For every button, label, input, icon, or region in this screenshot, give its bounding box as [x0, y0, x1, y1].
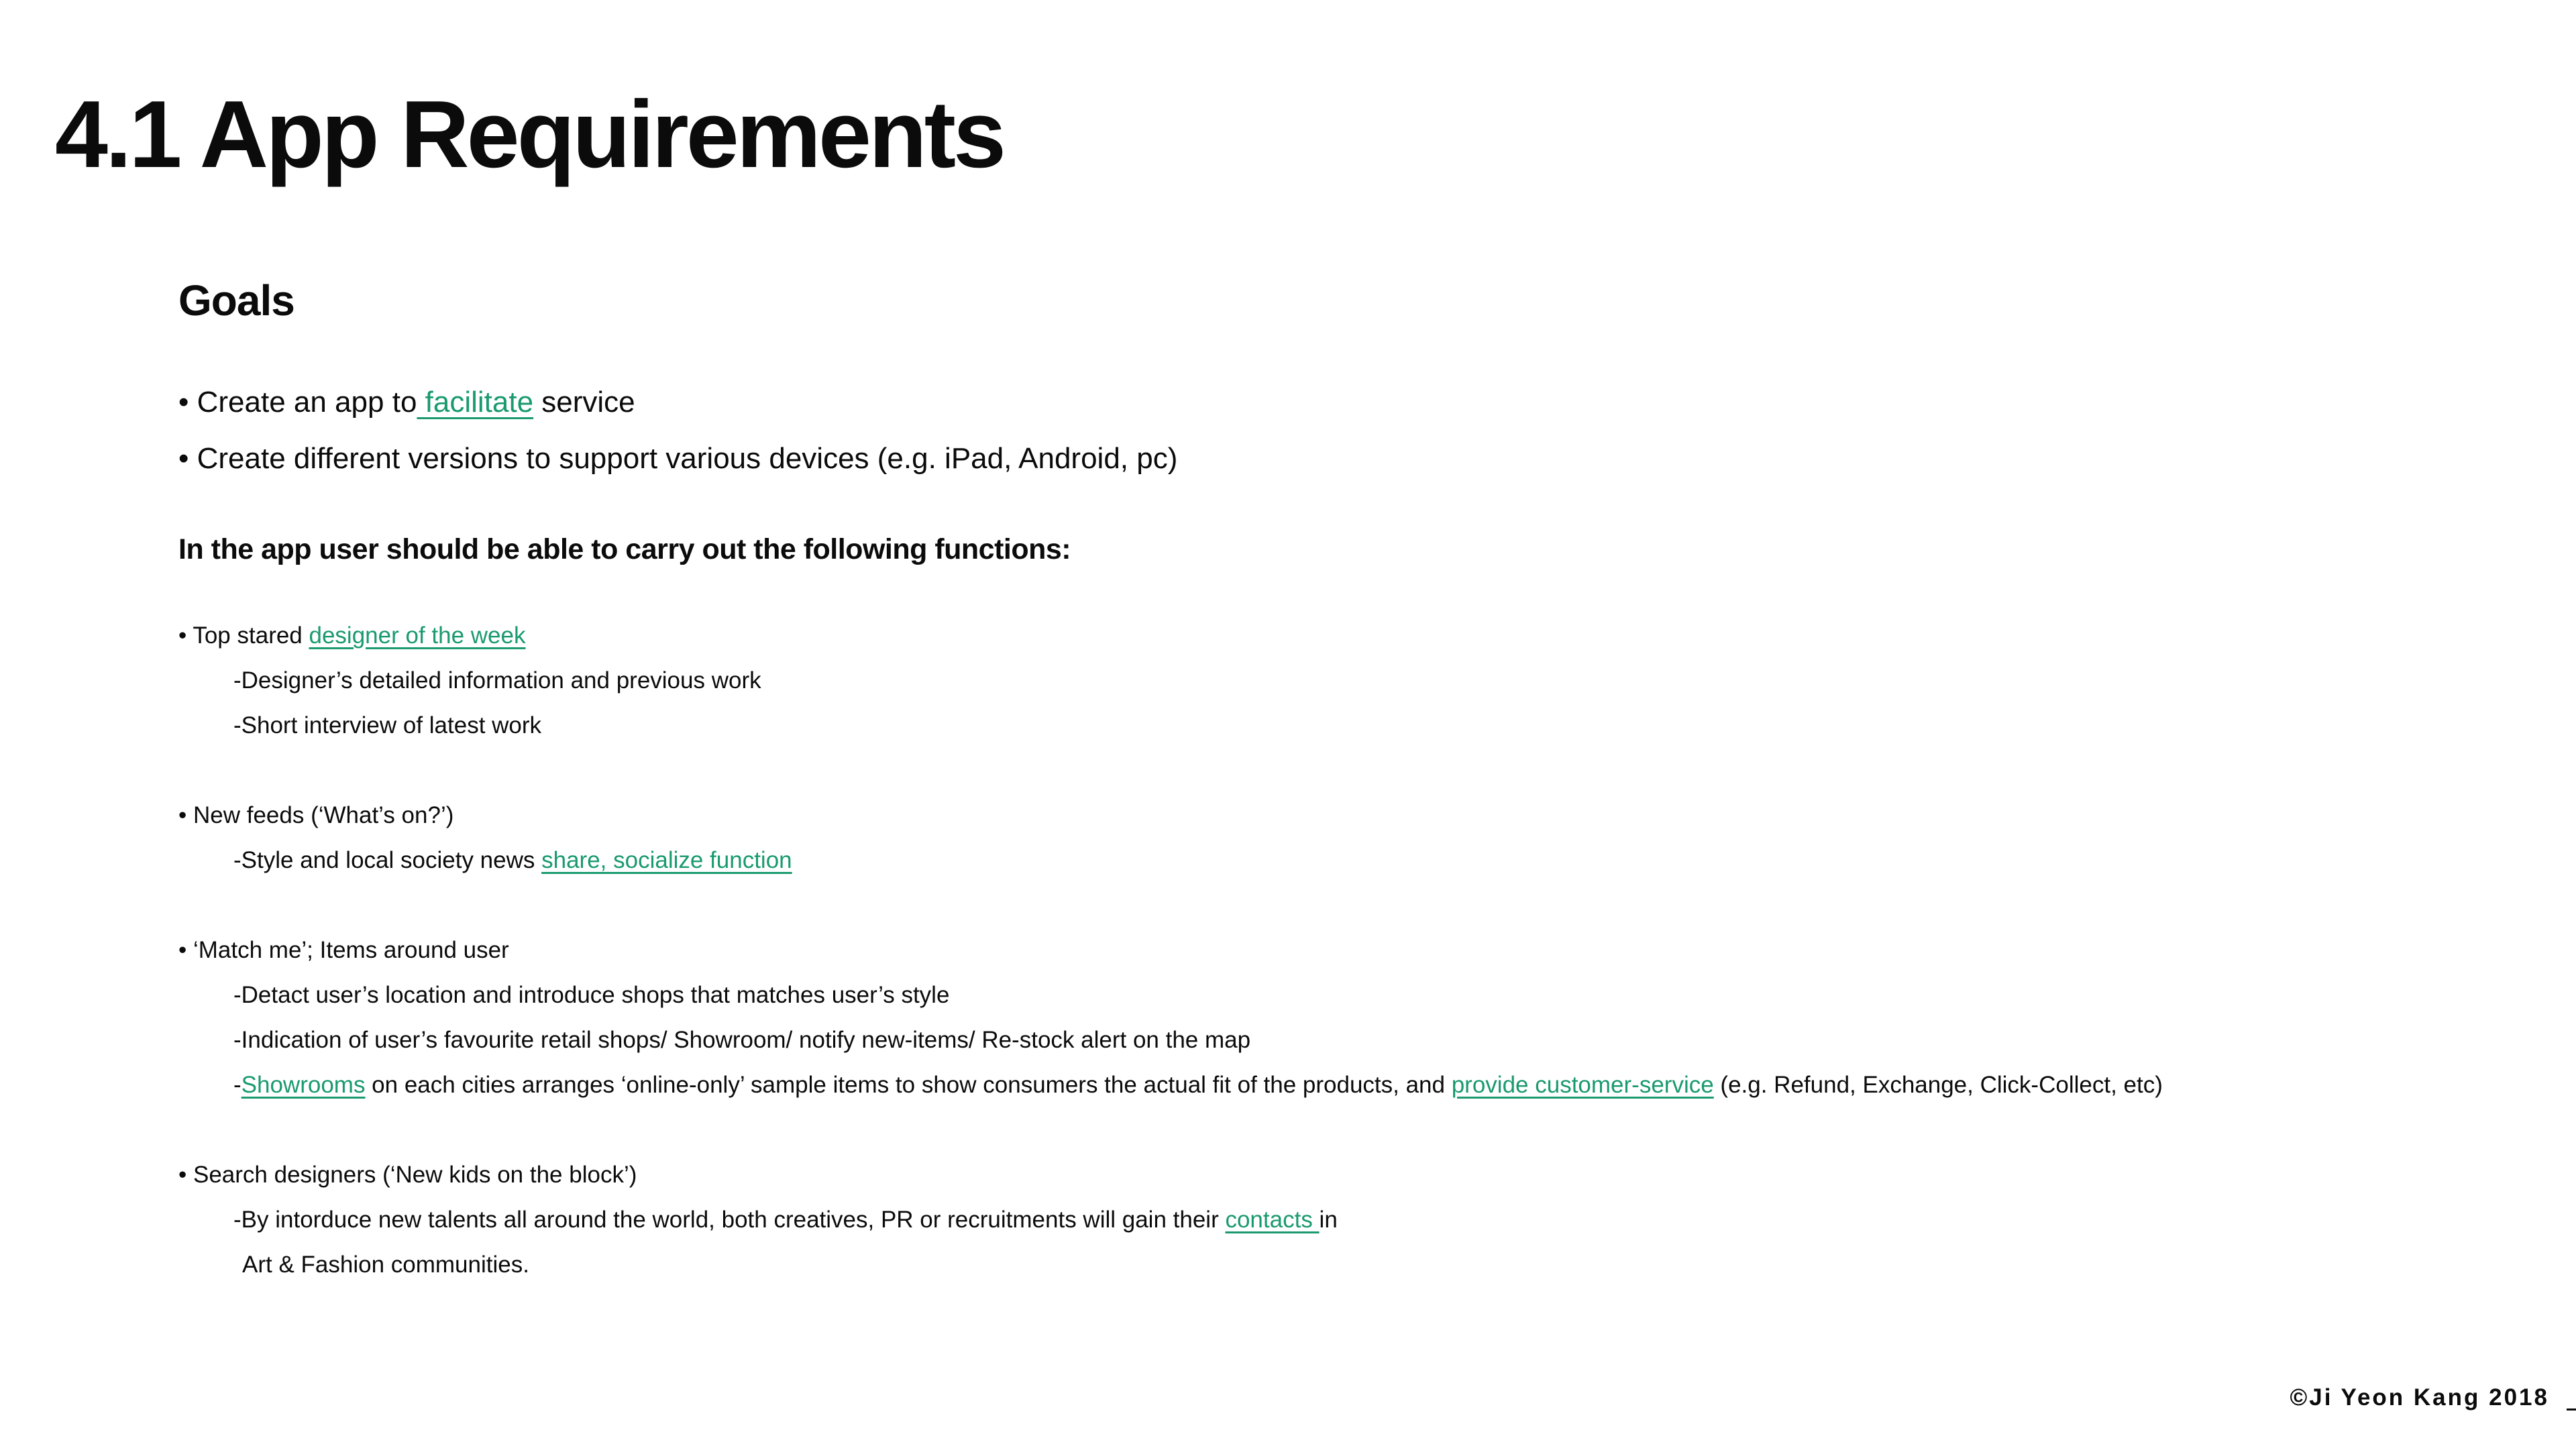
goal-item-2: • Create different versions to support various devices (e.g. iPad, Android, pc): [178, 442, 1178, 475]
provide-customer-service-link[interactable]: provide customer-service: [1451, 1072, 1714, 1098]
search-sub-1-prefix: -By intorduce new talents all around the world, both creatives, PR or recruitments will gain their: [233, 1207, 1226, 1233]
match-me-sub-3-middle: on each cities arranges ‘online-only’ sample items to show consumers the actual fit of the products, and: [365, 1072, 1452, 1098]
top-stared-sub-1: -Designer’s detailed information and previous work: [233, 667, 761, 694]
match-me-sub-3-prefix: -: [233, 1072, 241, 1098]
showrooms-link[interactable]: Showrooms: [241, 1072, 366, 1098]
copyright-text: ©Ji Yeon Kang 2018: [2290, 1384, 2549, 1411]
share-socialize-link[interactable]: share, socialize function: [541, 847, 792, 873]
function-new-feeds: • New feeds (‘What’s on?’): [178, 802, 454, 828]
goal-item-1-suffix: service: [533, 386, 635, 419]
designer-of-the-week-link[interactable]: designer of the week: [309, 622, 526, 649]
new-feeds-sub-1: [233, 848, 792, 872]
match-me-sub-3-suffix: (e.g. Refund, Exchange, Click-Collect, etc): [1713, 1072, 2163, 1098]
contacts-link[interactable]: contacts: [1225, 1207, 1320, 1233]
search-sub-1: [233, 1208, 1338, 1231]
match-me-sub-2: -Indication of user’s favourite retail shops/ Showroom/ notify new-items/ Re-stock alert on the map: [233, 1027, 1251, 1053]
functions-intro: In the app user should be able to carry out the following functions:: [178, 533, 1071, 565]
goals-heading: Goals: [178, 276, 294, 325]
facilitate-link[interactable]: facilitate: [417, 386, 534, 419]
footer-dash-mark: [2567, 1409, 2576, 1411]
goal-item-1-prefix: • Create an app to: [178, 386, 417, 419]
function-search-designers: • Search designers (‘New kids on the block’): [178, 1162, 637, 1188]
function-match-me: • ‘Match me’; Items around user: [178, 937, 509, 963]
top-stared-label: • Top stared: [178, 622, 309, 649]
copyright-footer: [2290, 1386, 2576, 1411]
search-sub-1-continued: Art & Fashion communities.: [242, 1252, 529, 1278]
function-top-stared: [178, 624, 525, 647]
new-feeds-sub-text: -Style and local society news: [233, 847, 542, 873]
top-stared-sub-2: -Short interview of latest work: [233, 712, 542, 738]
goal-item-1: [178, 388, 635, 417]
match-me-sub-3: [233, 1073, 2163, 1097]
search-sub-1-suffix: in: [1319, 1207, 1338, 1233]
match-me-sub-1: -Detact user’s location and introduce shops that matches user’s style: [233, 982, 950, 1008]
page-title: 4.1 App Requirements: [55, 81, 1004, 188]
